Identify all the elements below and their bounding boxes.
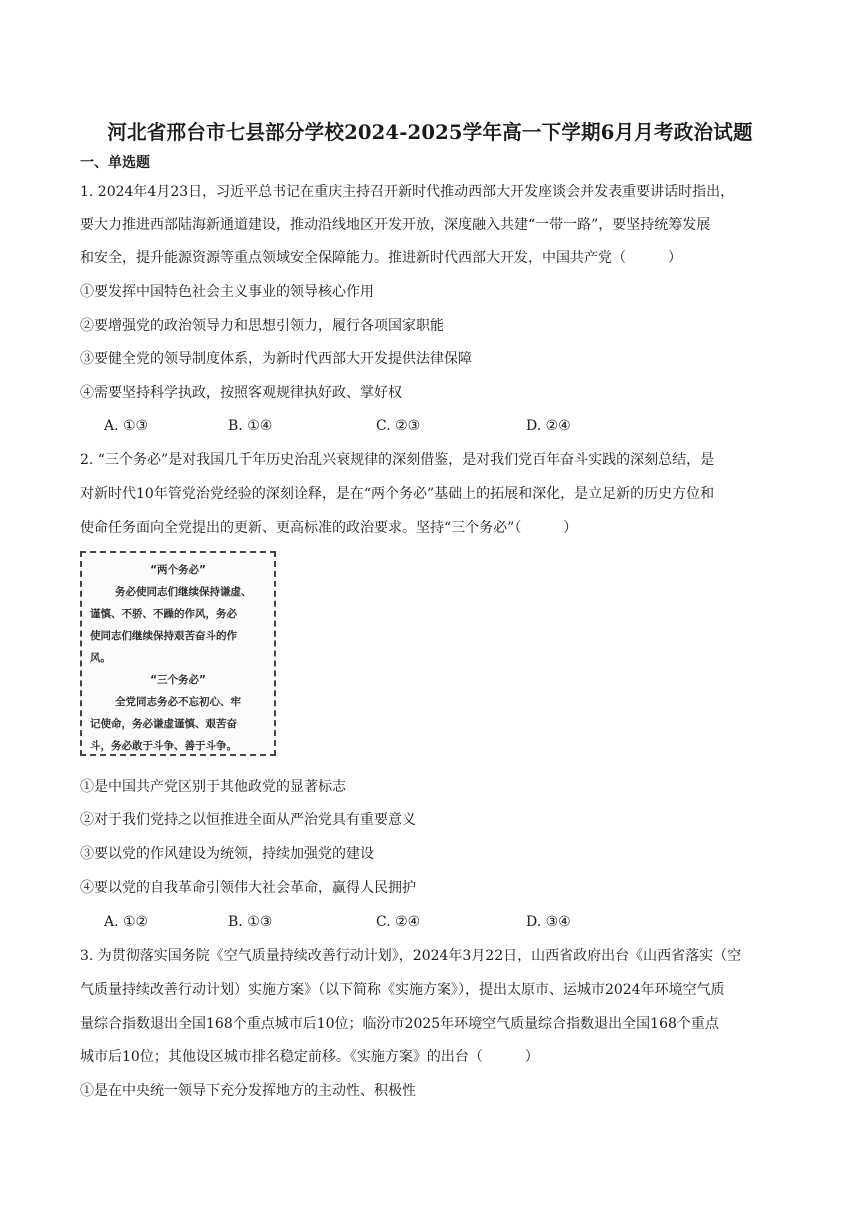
q3-line-4: 城市后10位；其他设区城市排名稳定前移。《实施方案》的出台（ ） bbox=[80, 1049, 539, 1065]
quote-heading-two-musts: “两个务必” bbox=[150, 564, 206, 576]
quote-text-line: 斗，务必敢于斗争、善于斗争。 bbox=[90, 740, 237, 752]
quote-text-line: 务必使同志们继续保持谦虚、 bbox=[115, 586, 252, 598]
q2-line-3: 使命任务面向全党提出的更新、更高标准的政治要求。坚持“三个务必”（ ） bbox=[80, 520, 578, 536]
q3-statement-1: ①是在中央统一领导下充分发挥地方的主动性、积极性 bbox=[80, 1083, 416, 1099]
q2-statement-1: ①是中国共产党区别于其他政党的显著标志 bbox=[80, 779, 346, 795]
q2-line-1: 2. “三个务必”是对我国几千年历史治乱兴衰规律的深刻借鉴，是对我们党百年奋斗实践的深刻总结，是 bbox=[80, 452, 715, 468]
q1-line-3: 和安全，提升能源资源等重点领域安全保障能力。推进新时代西部大开发，中国共产党（ ） bbox=[80, 250, 682, 266]
q3-line-3: 量综合指数退出全国168个重点城市后10位；临汾市2025年环境空气质量综合指数退出全国168个重点 bbox=[80, 1016, 719, 1032]
q1-statement-3: ③要健全党的领导制度体系，为新时代西部大开发提供法律保障 bbox=[80, 351, 472, 367]
q2-line-2: 对新时代10年管党治党经验的深刻诠释，是在“两个务必”基础上的拓展和深化，是立足新的历史方位和 bbox=[80, 486, 715, 502]
q1-option-b[interactable]: B. ①④ bbox=[228, 418, 273, 434]
q1-statement-2: ②要增强党的政治领导力和思想引领力，履行各项国家职能 bbox=[80, 318, 444, 334]
q2-option-b[interactable]: B. ①③ bbox=[228, 914, 273, 930]
q1-option-a[interactable]: A. ①③ bbox=[104, 418, 149, 434]
q1-option-c[interactable]: C. ②③ bbox=[376, 418, 421, 434]
q3-line-2: 气质量持续改善行动计划）实施方案》（以下简称《实施方案》），提出太原市、运城市2024年环境空气质 bbox=[80, 982, 725, 998]
q1-option-d[interactable]: D. ②④ bbox=[526, 418, 571, 434]
quote-text-line: 谨慎、不骄、不躁的作风，务必 bbox=[90, 608, 237, 620]
q2-statement-3: ③要以党的作风建设为统领，持续加强党的建设 bbox=[80, 846, 374, 862]
q2-statement-2: ②对于我们党持之以恒推进全面从严治党具有重要意义 bbox=[80, 812, 416, 828]
q2-statement-4: ④要以党的自我革命引领伟大社会革命，赢得人民拥护 bbox=[80, 880, 416, 896]
quote-text-line: 记使命，务必谦虚谨慎、艰苦奋 bbox=[90, 718, 237, 730]
q1-line-2: 要大力推进西部陆海新通道建设，推动沿线地区开发开放，深度融入共建“一带一路”，要坚持统筹发展 bbox=[80, 217, 711, 233]
section-heading: 一、单选题 bbox=[80, 155, 150, 171]
quote-text-line: 风。 bbox=[90, 652, 111, 664]
quote-text-line: 使同志们继续保持艰苦奋斗的作 bbox=[90, 630, 237, 642]
quote-figure bbox=[80, 551, 276, 756]
q1-line-1: 1. 2024年4月23日，习近平总书记在重庆主持召开新时代推动西部大开发座谈会并发表重要讲话时指出， bbox=[80, 184, 735, 200]
q1-statement-1: ①要发挥中国特色社会主义事业的领导核心作用 bbox=[80, 284, 374, 300]
quote-text-line: 全党同志务必不忘初心、牢 bbox=[115, 696, 241, 708]
q2-option-a[interactable]: A. ①② bbox=[104, 914, 149, 930]
q3-line-1: 3. 为贯彻落实国务院《空气质量持续改善行动计划》，2024年3月22日，山西省政府出台《山西省落实（空 bbox=[80, 948, 742, 964]
q2-option-c[interactable]: C. ②④ bbox=[376, 914, 421, 930]
page-title: 河北省邢台市七县部分学校2024-2025学年高一下学期6月月考政治试题 bbox=[107, 120, 753, 144]
q1-statement-4: ④需要坚持科学执政，按照客观规律执好政、掌好权 bbox=[80, 385, 402, 401]
quote-heading-three-musts: “三个务必” bbox=[150, 674, 206, 686]
q2-option-d[interactable]: D. ③④ bbox=[526, 914, 571, 930]
